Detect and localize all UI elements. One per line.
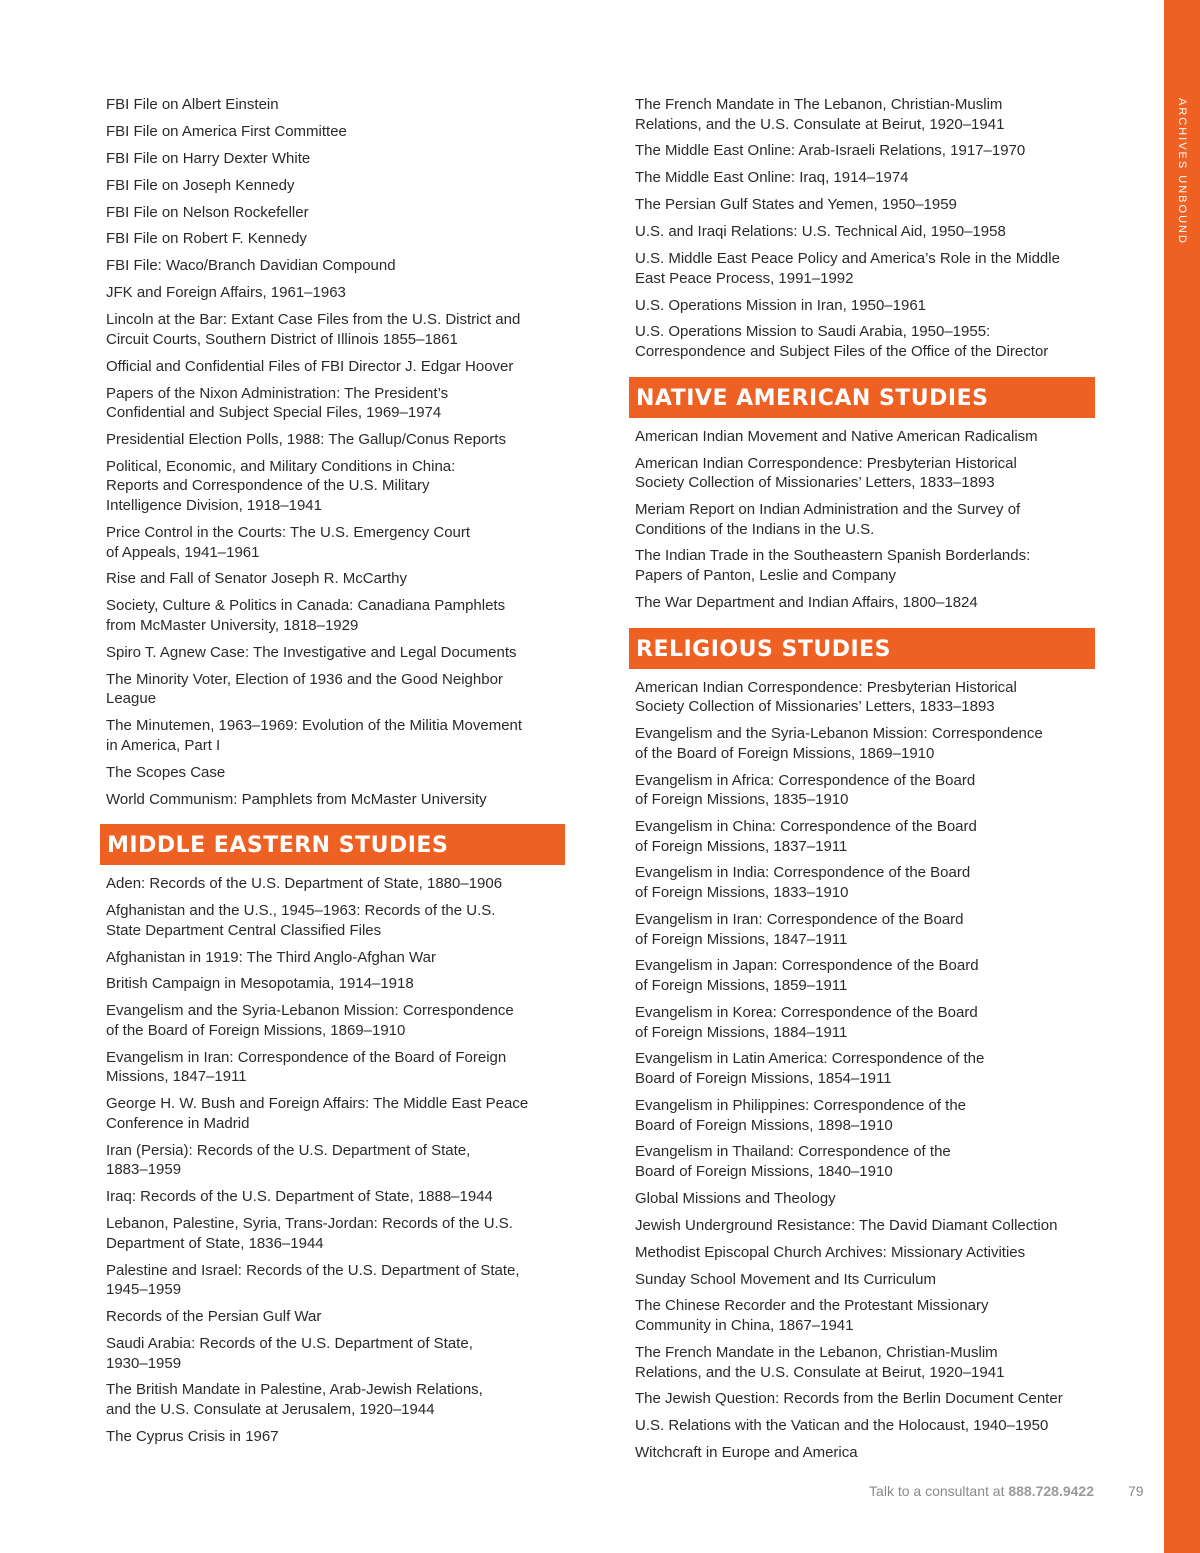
list-item: Evangelism in Japan: Correspondence of the Board of Foreign Missions, 1859–1911	[635, 957, 979, 995]
list-item: U.S. Middle East Peace Policy and America’s Role in the Middle East Peace Process, 1991–1992	[635, 250, 1060, 287]
list-item: Evangelism in Korea: Correspondence of the Board of Foreign Missions, 1884–1911	[635, 1003, 978, 1041]
left-list	[100, 95, 565, 809]
list-item: U.S. and Iraqi Relations: U.S. Technical Aid, 1950–1958	[635, 223, 1006, 241]
list-item: Iraq: Records of the U.S. Department of State, 1888–1944	[106, 1188, 493, 1206]
middle-eastern-list	[100, 874, 565, 1446]
page-number: 79	[1128, 1483, 1144, 1499]
list-item: FBI File: Waco/Branch Davidian Compound	[106, 257, 396, 275]
list-item: FBI File on Nelson Rockefeller	[106, 203, 309, 221]
list-item: World Communism: Pamphlets from McMaster University	[106, 790, 487, 808]
list-item: The Minority Voter, Election of 1936 and the Good Neighbor League	[106, 670, 503, 708]
list-item: The Jewish Question: Records from the Berlin Document Center	[635, 1390, 1063, 1408]
list-item: Evangelism in Iran: Correspondence of the Board of Foreign Missions, 1847–1911	[106, 1048, 507, 1086]
list-item: Palestine and Israel: Records of the U.S. Department of State, 1945–1959	[106, 1261, 520, 1299]
list-item: The War Department and Indian Affairs, 1800–1824	[635, 593, 978, 611]
list-item: Meriam Report on Indian Administration and the Survey of Conditions of the Indians in the U.S.	[635, 500, 1021, 538]
footer-text: Talk to a consultant at	[869, 1483, 1009, 1499]
list-item: Evangelism in Latin America: Correspondence of the Board of Foreign Missions, 1854–1911	[635, 1050, 985, 1088]
list-item: Presidential Election Polls, 1988: The Gallup/Conus Reports	[106, 430, 506, 448]
list-item: Political, Economic, and Military Conditions in China: Reports and Correspondence of the U.S. Military Intelligence Division, 1918–1941	[106, 457, 456, 515]
list-item: U.S. Relations with the Vatican and the Holocaust, 1940–1950	[635, 1417, 1049, 1435]
list-item: The Cyprus Crisis in 1967	[106, 1427, 279, 1445]
list-item: Society, Culture & Politics in Canada: Canadiana Pamphlets from McMaster University, 1818–1929	[106, 597, 506, 634]
list-item: The Minutemen, 1963–1969: Evolution of the Militia Movement in America, Part I	[106, 717, 523, 754]
list-item: The Middle East Online: Iraq, 1914–1974	[635, 169, 909, 187]
list-item: FBI File on America First Committee	[106, 122, 347, 140]
footer-phone[interactable]: 888.728.9422	[1008, 1483, 1094, 1499]
list-item: Evangelism in Africa: Correspondence of the Board of Foreign Missions, 1835–1910	[635, 771, 976, 809]
list-item: Rise and Fall of Senator Joseph R. McCarthy	[106, 570, 407, 588]
list-item: Afghanistan in 1919: The Third Anglo-Afghan War	[106, 948, 436, 966]
list-item: U.S. Operations Mission to Saudi Arabia, 1950–1955: Correspondence and Subject Files of the Office of the Director	[635, 323, 1049, 361]
list-item: Saudi Arabia: Records of the U.S. Department of State, 1930–1959	[106, 1335, 473, 1372]
religious-list	[629, 678, 1095, 1463]
footer-consultant	[869, 1483, 1094, 1499]
list-item: Evangelism in India: Correspondence of the Board of Foreign Missions, 1833–1910	[635, 864, 971, 902]
list-item: Witchcraft in Europe and America	[635, 1444, 858, 1462]
list-item: FBI File on Albert Einstein	[106, 96, 279, 113]
list-item: American Indian Correspondence: Presbyterian Historical Society Collection of Missionaries’ Letters, 1833–1893	[635, 454, 1017, 492]
list-item: FBI File on Robert F. Kennedy	[106, 230, 307, 248]
list-item: Iran (Persia): Records of the U.S. Department of State, 1883–1959	[106, 1141, 471, 1179]
list-item: Spiro T. Agnew Case: The Investigative and Legal Documents	[106, 643, 517, 661]
list-item: Global Missions and Theology	[635, 1189, 836, 1207]
list-item: Evangelism in Philippines: Correspondence of the Board of Foreign Missions, 1898–1910	[635, 1096, 967, 1134]
list-item: Evangelism and the Syria-Lebanon Mission: Correspondence of the Board of Foreign Missions, 1869–1910	[635, 725, 1043, 762]
list-item: U.S. Operations Mission in Iran, 1950–1961	[635, 296, 926, 314]
list-item: American Indian Correspondence: Presbyterian Historical Society Collection of Missionaries’ Letters, 1833–1893	[635, 678, 1017, 716]
list-item: Aden: Records of the U.S. Department of State, 1880–1906	[106, 875, 503, 893]
list-item: Sunday School Movement and Its Curriculum	[635, 1270, 936, 1288]
list-item: Official and Confidential Files of FBI Director J. Edgar Hoover	[106, 357, 514, 375]
list-item: Records of the Persian Gulf War	[106, 1308, 322, 1326]
list-item: The French Mandate in the Lebanon, Christian-Muslim Relations, and the U.S. Consulate at Beirut, 1920–1941	[635, 1343, 1005, 1381]
section-heading-middle-eastern: MIDDLE EASTERN STUDIES	[100, 824, 565, 865]
section-heading-religious: RELIGIOUS STUDIES	[629, 628, 1095, 669]
right-column	[629, 95, 1095, 1470]
list-item: George H. W. Bush and Foreign Affairs: The Middle East Peace Conference in Madrid	[106, 1095, 529, 1132]
list-item: Price Control in the Courts: The U.S. Emergency Court of Appeals, 1941–1961	[106, 523, 471, 561]
list-item: The Chinese Recorder and the Protestant Missionary Community in China, 1867–1941	[635, 1297, 989, 1335]
list-item: Methodist Episcopal Church Archives: Missionary Activities	[635, 1243, 1026, 1261]
list-item: The Persian Gulf States and Yemen, 1950–1959	[635, 196, 957, 214]
list-item: Lebanon, Palestine, Syria, Trans-Jordan: Records of the U.S. Department of State, 1836–1944	[106, 1215, 513, 1252]
list-item: Evangelism and the Syria-Lebanon Mission: Correspondence of the Board of Foreign Missions, 1869–1910	[106, 1002, 514, 1039]
list-item: The British Mandate in Palestine, Arab-Jewish Relations, and the U.S. Consulate at Jerusalem, 1920–1944	[106, 1381, 483, 1419]
list-item: American Indian Movement and Native American Radicalism	[635, 427, 1038, 445]
list-item: The Scopes Case	[106, 763, 226, 781]
list-item: FBI File on Harry Dexter White	[106, 149, 311, 167]
left-column	[100, 95, 565, 1454]
list-item: The Indian Trade in the Southeastern Spanish Borderlands: Papers of Panton, Leslie and Company	[635, 547, 1031, 585]
list-item: FBI File on Joseph Kennedy	[106, 176, 295, 194]
list-item: Jewish Underground Resistance: The David Diamant Collection	[635, 1216, 1058, 1234]
list-item: British Campaign in Mesopotamia, 1914–1918	[106, 975, 414, 993]
list-item: The French Mandate in The Lebanon, Christian-Muslim Relations, and the U.S. Consulate at Beirut, 1920–1941	[635, 96, 1005, 133]
section-heading-native-american: NATIVE AMERICAN STUDIES	[629, 377, 1095, 418]
list-item: Lincoln at the Bar: Extant Case Files from the U.S. District and Circuit Courts, Southern District of Illinois 1855–1861	[106, 311, 521, 348]
right-list	[629, 95, 1095, 362]
side-running-title: ARCHIVES UNBOUND	[1176, 98, 1188, 245]
list-item: Evangelism in China: Correspondence of the Board of Foreign Missions, 1837–1911	[635, 818, 977, 855]
list-item: JFK and Foreign Affairs, 1961–1963	[106, 284, 346, 302]
list-item: Evangelism in Thailand: Correspondence of the Board of Foreign Missions, 1840–1910	[635, 1143, 951, 1180]
list-item: The Middle East Online: Arab-Israeli Relations, 1917–1970	[635, 142, 1026, 160]
list-item: Afghanistan and the U.S., 1945–1963: Records of the U.S. State Department Central Classified Files	[106, 902, 496, 939]
list-item: Papers of the Nixon Administration: The President’s Confidential and Subject Special Files, 1969–1974	[106, 384, 449, 422]
native-american-list	[629, 427, 1095, 613]
list-item: Evangelism in Iran: Correspondence of the Board of Foreign Missions, 1847–1911	[635, 910, 964, 948]
